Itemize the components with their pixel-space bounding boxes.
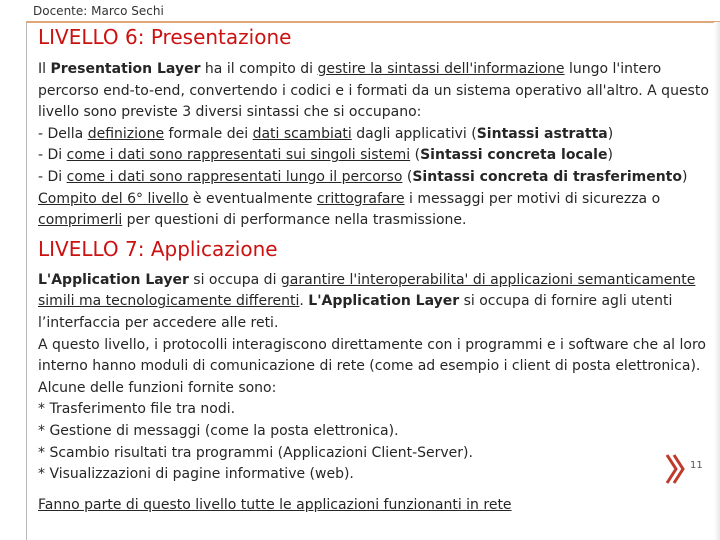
text: - Della	[38, 125, 88, 142]
underlined-text: come i dati sono rappresentati lungo il percorso	[66, 168, 403, 185]
text: )	[682, 168, 688, 185]
next-chevron-icon[interactable]	[664, 451, 686, 487]
term-presentation-layer: Presentation Layer	[50, 61, 201, 77]
text: (	[402, 168, 413, 185]
left-divider	[26, 22, 27, 540]
text: i messaggi per motivi di sicurezza o	[404, 190, 661, 207]
list-item: * Trasferimento file tra nodi.	[38, 401, 236, 418]
underlined-text: garantire l'interoperabilita' di applicazioni semanticamente simili ma tecnologicamente differenti	[38, 271, 696, 310]
text: )	[607, 147, 613, 164]
bold-term: Sintassi concreta di trasferimento	[412, 168, 682, 185]
underlined-text: come i dati sono rappresentati sui singoli sistemi	[66, 147, 411, 164]
list-item: * Gestione di messaggi (come la posta elettronica).	[38, 422, 399, 439]
underlined-text: dati scambiati	[252, 125, 352, 142]
slide-header	[0, 0, 720, 22]
text: formale dei	[164, 125, 253, 142]
term-application-layer: L'Application Layer	[38, 271, 189, 288]
text: si occupa di	[188, 271, 281, 288]
slide-content	[38, 24, 714, 516]
header-divider	[26, 21, 720, 23]
text: dagli applicativi (	[351, 125, 477, 142]
bold-term: Sintassi concreta locale	[420, 147, 608, 164]
text: lungo l'intero percorso end-to-end, convertendo i codici e i formati da un sistema operativo all'altro. A questo livello sono previste 3 diversi sintassi che si occupano:	[38, 61, 709, 121]
right-edge-bar	[714, 22, 720, 540]
text: (	[410, 147, 421, 164]
term-application-layer: L'Application Layer	[308, 293, 460, 310]
text: - Di	[38, 168, 67, 185]
underlined-text: Compito del 6° livello	[38, 190, 189, 207]
underlined-text: definizione	[87, 125, 165, 142]
text: - Di	[38, 147, 67, 164]
level6-paragraph	[38, 59, 714, 232]
text: si occupa di fornire agli utenti l’interfaccia per accedere alle reti.	[38, 293, 673, 331]
level6-title: LIVELLO 6: Presentazione	[38, 25, 292, 49]
underlined-text: Fanno parte di questo livello tutte le applicazioni funzionanti in rete	[38, 496, 512, 513]
text: ha il compito di	[200, 61, 318, 77]
bold-term: Sintassi astratta	[476, 125, 608, 142]
text: .	[299, 293, 309, 310]
underlined-text: comprimerli	[38, 212, 123, 229]
teacher-label: Docente: Marco Sechi	[33, 4, 164, 18]
list-item: * Visualizzazioni di pagine informative (web).	[38, 466, 354, 483]
text: )	[607, 125, 614, 142]
underlined-text: crittografare	[316, 190, 405, 207]
level7-closing-line	[38, 495, 714, 517]
text: A questo livello, i protocolli interagiscono direttamente con i programmi e i software che al loro interno hanno moduli di comunicazione di rete (come ad esempio i client di posta elettronica).	[38, 336, 706, 375]
underlined-text: gestire la sintassi dell'informazione	[317, 61, 565, 77]
text: per questioni di performance nella trasmissione.	[122, 212, 467, 229]
text: Il	[38, 61, 51, 77]
level7-title: LIVELLO 7: Applicazione	[38, 236, 278, 261]
text: Alcune delle funzioni fornite sono:	[38, 379, 277, 396]
text: è eventualmente	[188, 190, 317, 207]
page-number: 11	[690, 460, 703, 471]
list-item: * Scambio risultati tra programmi (Applicazioni Client-Server).	[38, 444, 473, 461]
level7-paragraph	[38, 270, 714, 486]
